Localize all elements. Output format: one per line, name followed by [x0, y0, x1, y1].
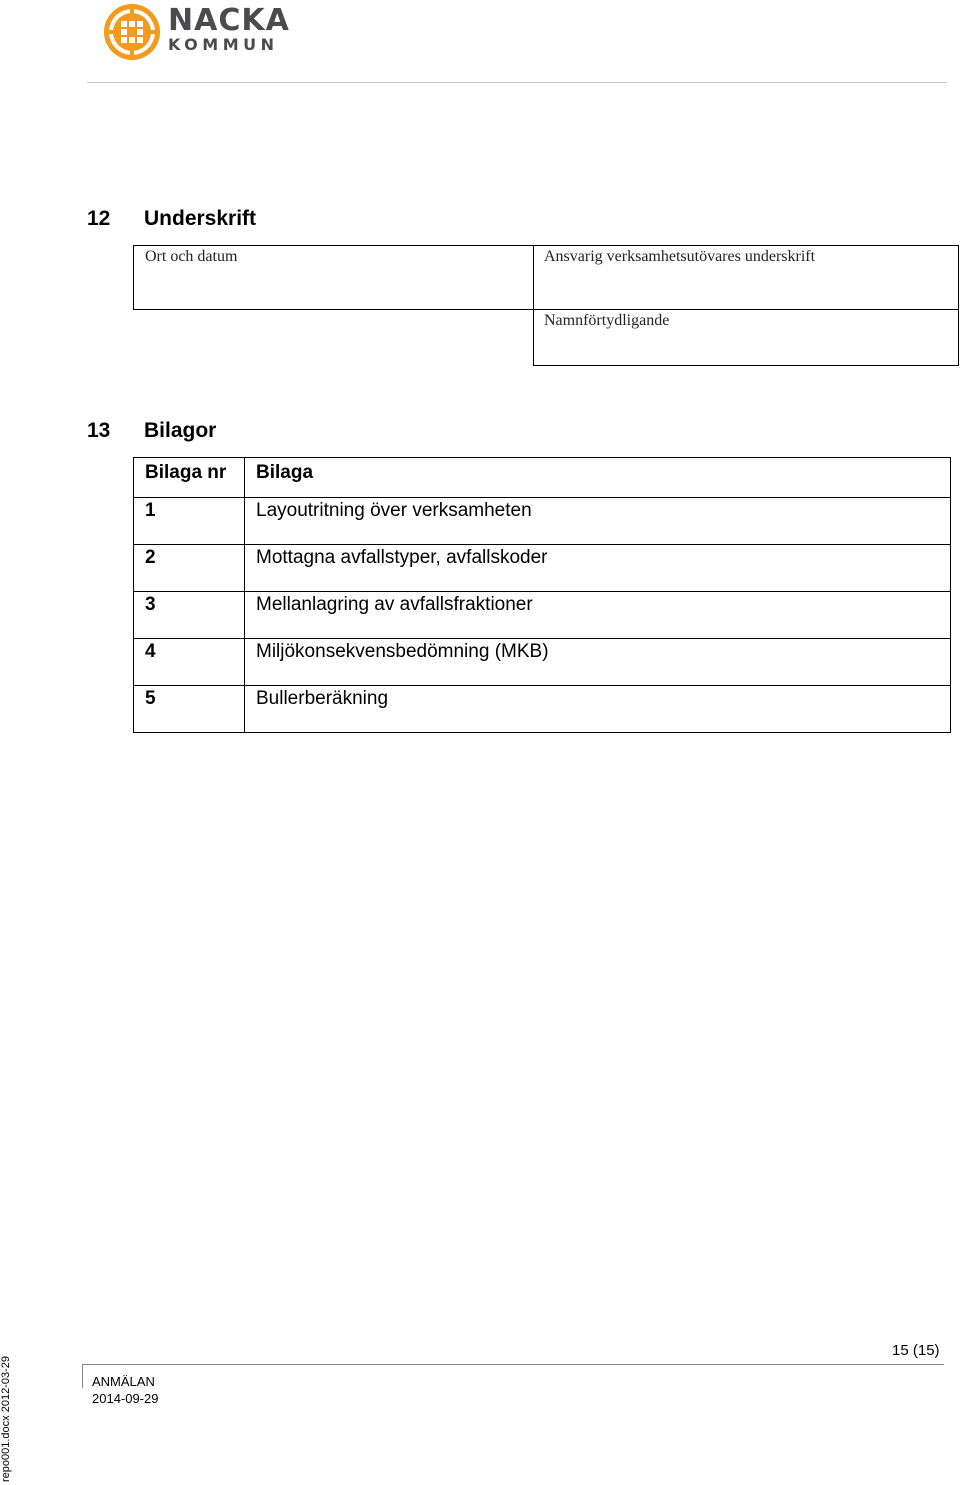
section-number: 13	[87, 419, 111, 442]
footer-divider	[82, 1364, 83, 1388]
name-clarification-label: Namnförtydligande	[544, 312, 670, 329]
table-row	[134, 498, 951, 545]
section-title: Bilagor	[144, 419, 217, 442]
attachment-number: 1	[134, 498, 245, 545]
section-number: 12	[87, 207, 111, 230]
nacka-kommun-logo	[102, 2, 292, 62]
column-header-attachment: Bilaga	[245, 458, 951, 498]
logo-name-line1: NACKA	[168, 3, 290, 38]
nacka-emblem-icon	[102, 2, 162, 62]
attachment-number: 2	[134, 545, 245, 592]
attachment-title: Layoutritning över verksamheten	[245, 498, 951, 545]
table-row	[134, 686, 951, 733]
footer-date: 2014-09-29	[92, 1391, 159, 1406]
section-title: Underskrift	[144, 207, 257, 230]
attachment-number: 5	[134, 686, 245, 733]
table-header-row	[134, 458, 951, 498]
column-header-number: Bilaga nr	[134, 458, 245, 498]
attachment-title: Bullerberäkning	[245, 686, 951, 733]
table-row	[134, 545, 951, 592]
attachment-number: 3	[134, 592, 245, 639]
attachment-number: 4	[134, 639, 245, 686]
logo-name-line2: KOMMUN	[168, 35, 279, 54]
table-row	[134, 639, 951, 686]
header-rule	[87, 82, 947, 83]
attachments-table	[133, 457, 951, 733]
signature-label: Ansvarig verksamhetsutövares underskrift	[544, 248, 816, 265]
template-reference: repo001.docx 2012-03-29	[0, 1356, 12, 1482]
table-row	[134, 592, 951, 639]
attachment-title: Miljökonsekvensbedömning (MKB)	[245, 639, 951, 686]
page-number: 15 (15)	[892, 1342, 940, 1359]
footer-rule	[82, 1364, 944, 1365]
attachment-title: Mellanlagring av avfallsfraktioner	[245, 592, 951, 639]
attachment-title: Mottagna avfallstyper, avfallskoder	[245, 545, 951, 592]
place-date-label: Ort och datum	[145, 248, 238, 265]
footer-doc-type: ANMÄLAN	[92, 1374, 155, 1389]
signature-block	[133, 245, 959, 366]
